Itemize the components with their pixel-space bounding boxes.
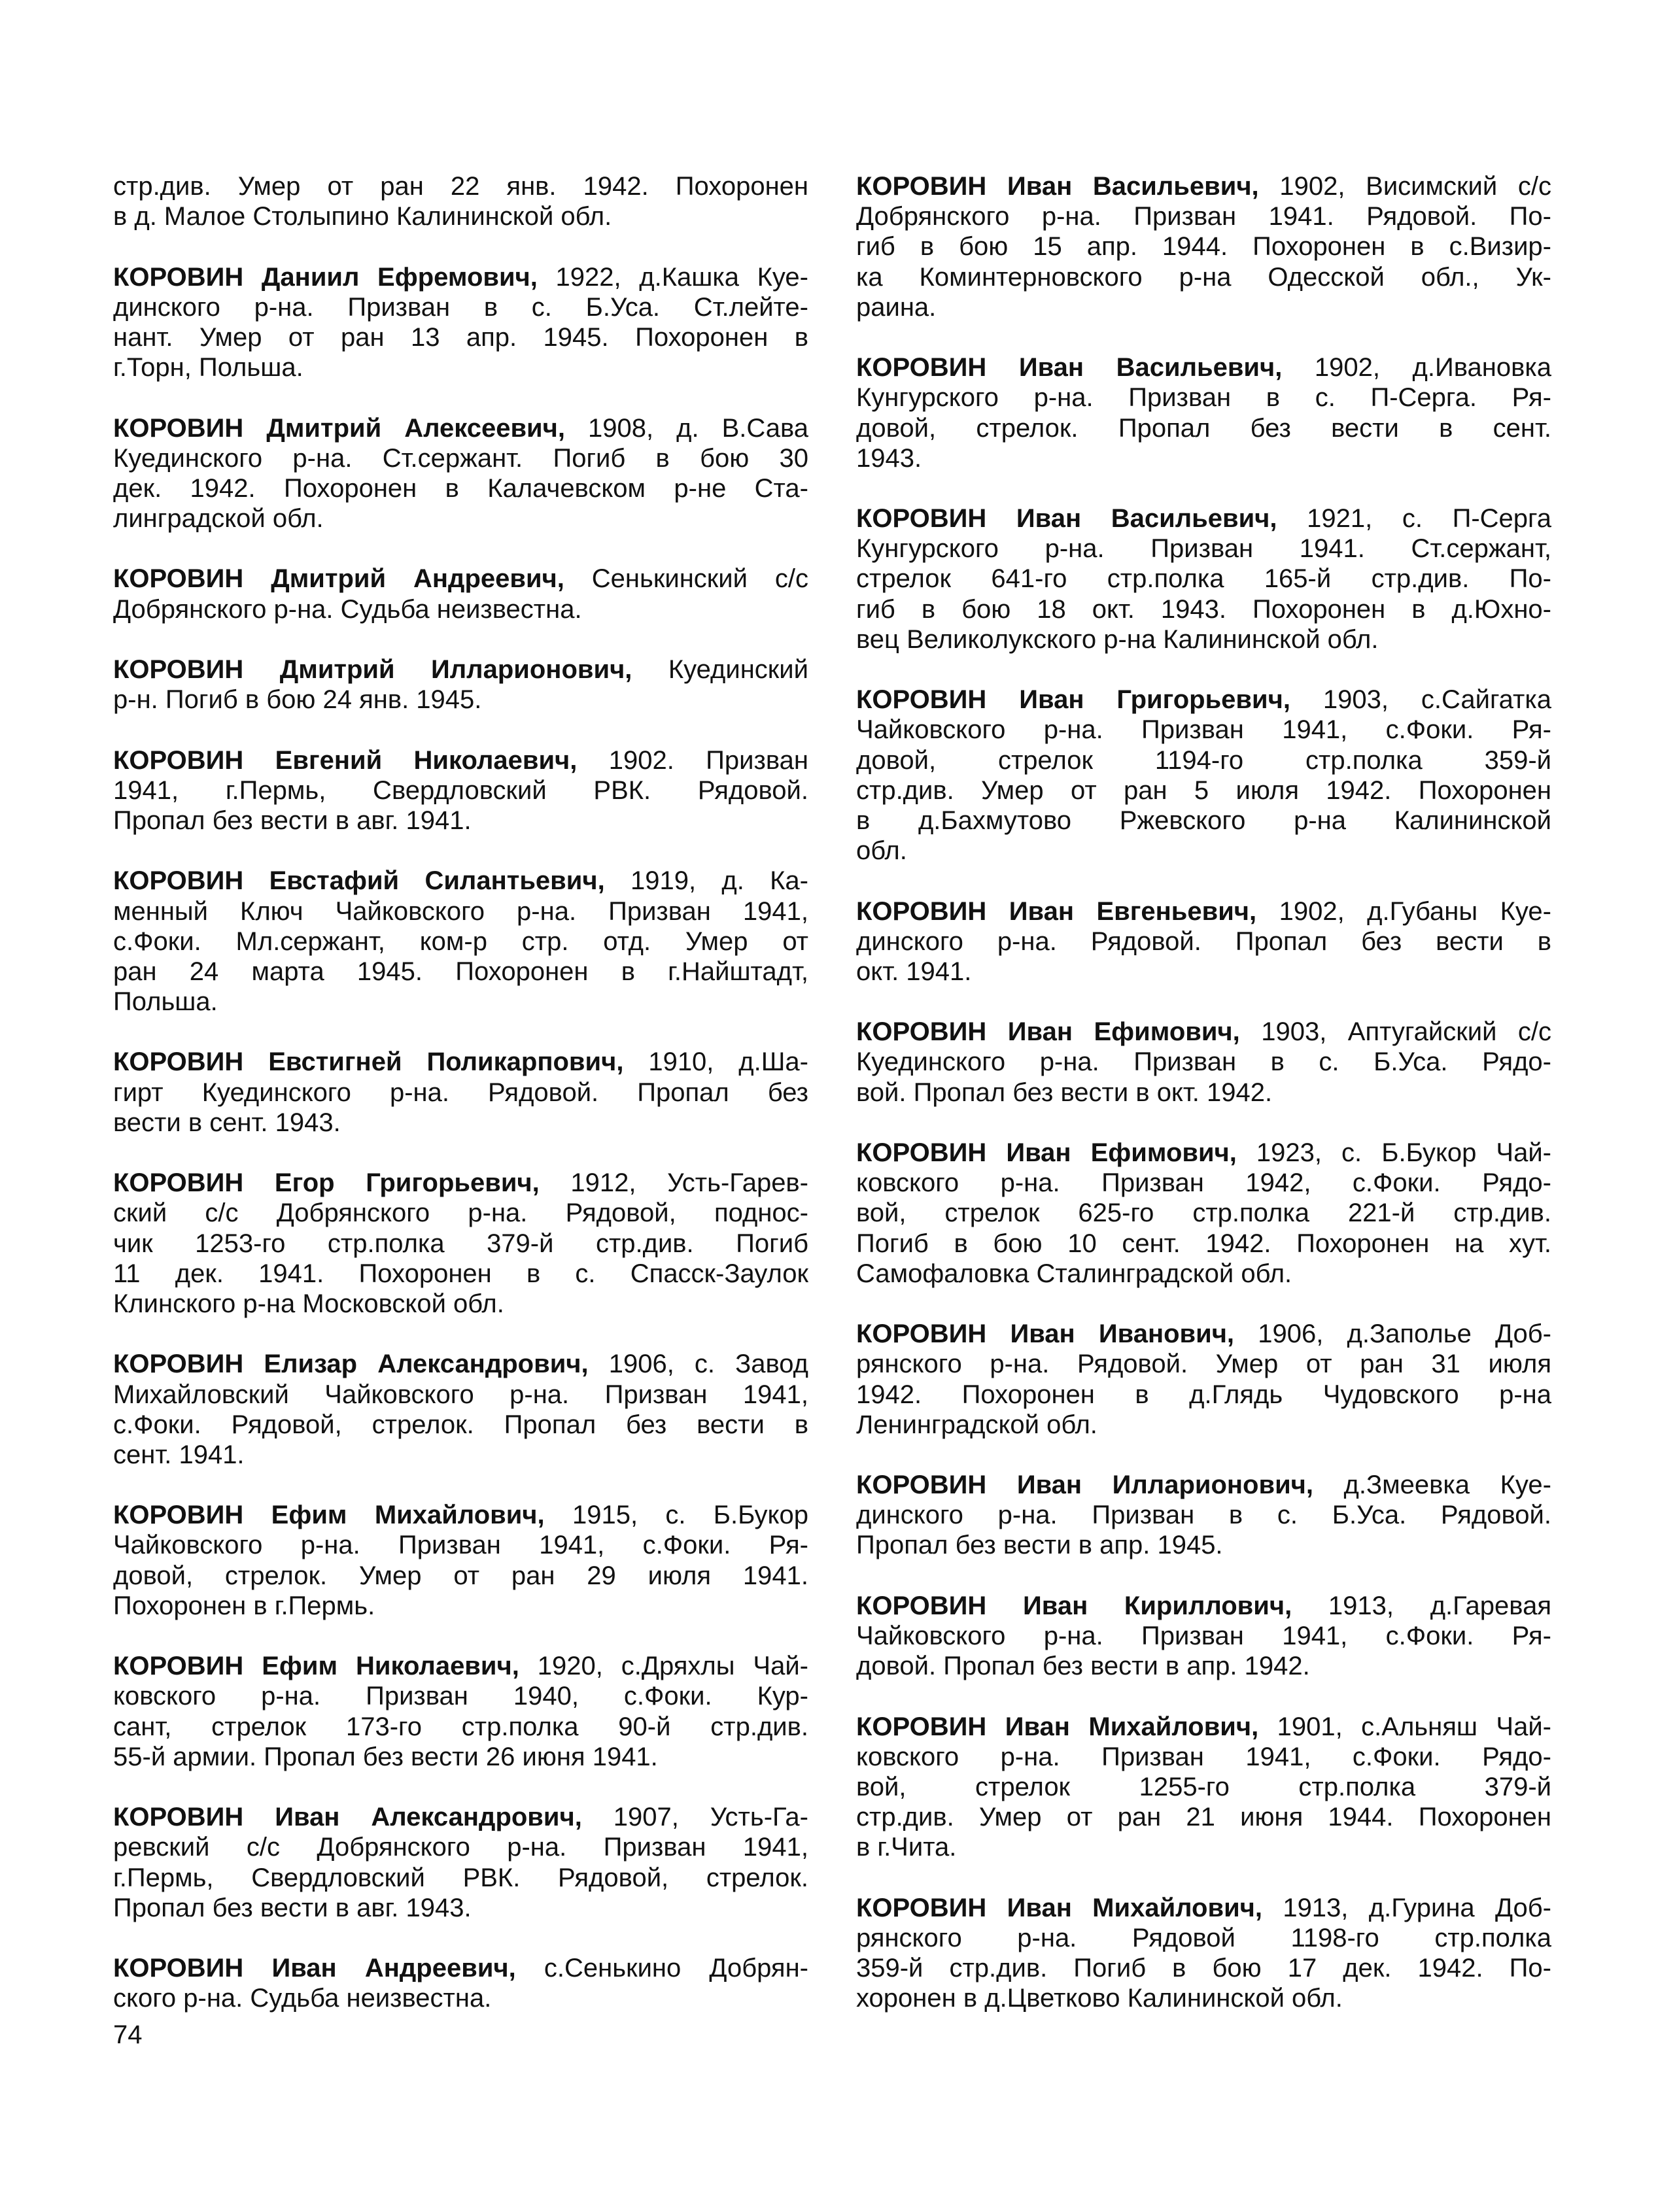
- entry-line: [856, 1078, 1551, 1108]
- entry-text: 1908, д. В.Сава: [564, 413, 808, 443]
- entry-text: 1902. Призван: [577, 745, 808, 775]
- entry-line: [856, 927, 1551, 957]
- entry-text: Клинского р-на Московской обл.: [113, 1289, 504, 1318]
- person-name: КОРОВИН Иван Андреевич,: [113, 1954, 516, 1983]
- entry-text: Куединского р-на. Призван в с. Б.Уса. Рядо-: [856, 1047, 1551, 1077]
- entry-text: 1902, д.Губаны Куе-: [1256, 896, 1551, 926]
- entry-text: гиб в бою 15 апр. 1944. Похоронен в с.Визир-: [856, 232, 1551, 262]
- biography-entry: [113, 1500, 808, 1621]
- entry-text: г.Торн, Польша.: [113, 353, 303, 383]
- person-name: КОРОВИН Иван Михайлович,: [856, 1712, 1259, 1741]
- entry-line: [856, 1893, 1551, 1923]
- person-name: КОРОВИН Даниил Ефремович,: [113, 262, 538, 292]
- entry-line: [113, 594, 808, 624]
- biography-entry: [113, 1953, 808, 2013]
- entry-line: [856, 1712, 1551, 1742]
- entry-text: рянского р-на. Рядовой 1198-го стр.полка: [856, 1923, 1551, 1952]
- entry-text: Похоронен в г.Пермь.: [113, 1591, 375, 1620]
- entry-text: с.Фоки. Рядовой, стрелок. Пропал без вести в: [113, 1410, 808, 1439]
- entry-line: [113, 655, 808, 685]
- entry-line: [856, 1832, 1551, 1862]
- person-name: КОРОВИН Иван Васильевич,: [856, 172, 1259, 201]
- biography-entry: [856, 1712, 1551, 1863]
- entry-text: стр.див. Умер от ран 22 янв. 1942. Похоронен: [113, 172, 808, 201]
- entry-line: [113, 201, 808, 231]
- entry-line: [113, 775, 808, 806]
- entry-line: [856, 806, 1551, 836]
- person-name: КОРОВИН Иван Евгеньевич,: [856, 896, 1257, 926]
- entry-line: [856, 201, 1551, 231]
- entry-text: 1902, д.Ивановка: [1282, 353, 1551, 383]
- entry-line: [113, 1953, 808, 1983]
- entry-line: [856, 1953, 1551, 1983]
- biography-entry: [113, 745, 808, 836]
- person-name: КОРОВИН Ефим Николаевич,: [113, 1652, 519, 1681]
- entry-text: 1903, Аптугайский с/с: [1239, 1017, 1551, 1047]
- entry-line: [113, 1349, 808, 1379]
- entry-line: [113, 1289, 808, 1319]
- biography-entry: [113, 1802, 808, 1923]
- entry-text: 1920, с.Дряхлы Чай-: [519, 1652, 808, 1681]
- biography-entry: [113, 413, 808, 534]
- person-name: КОРОВИН Евстафий Силантьевич,: [113, 866, 605, 896]
- entry-text: динского р-на. Рядовой. Пропал без вести в: [856, 927, 1551, 956]
- entry-text: Куединского р-на. Ст.сержант. Погиб в бою 30: [113, 443, 808, 473]
- entry-text: 359-й стр.див. Погиб в бою 17 дек. 1942. По-: [856, 1954, 1551, 1983]
- entry-text: Пропал без вести в апр. 1945.: [856, 1531, 1223, 1560]
- entry-text: сант, стрелок 173-го стр.полка 90-й стр.див.: [113, 1712, 808, 1741]
- biography-entry: [113, 171, 808, 231]
- entry-line: [856, 1802, 1551, 1832]
- entry-text: динского р-на. Призван в с. Б.Уса. Рядовой.: [856, 1501, 1551, 1530]
- entry-text: Пропал без вести в авг. 1943.: [113, 1893, 472, 1922]
- person-name: КОРОВИН Иван Михайлович,: [856, 1893, 1262, 1922]
- entry-text: с.Сенькино Добрян-: [515, 1954, 808, 1983]
- entry-line: [113, 1681, 808, 1711]
- entry-line: [113, 896, 808, 927]
- biography-entry: [113, 655, 808, 715]
- page-number: 74: [113, 2020, 143, 2049]
- entry-text: ковского р-на. Призван 1941, с.Фоки. Рядо-: [856, 1742, 1551, 1771]
- entry-line: [856, 1229, 1551, 1259]
- person-name: КОРОВИН Иван Васильевич,: [856, 504, 1277, 534]
- person-name: КОРОВИН Иван Кириллович,: [856, 1591, 1292, 1620]
- entry-line: [856, 1138, 1551, 1168]
- entry-line: [113, 957, 808, 987]
- entry-line: [856, 1742, 1551, 1772]
- entry-line: [856, 1621, 1551, 1651]
- entry-line: [113, 1530, 808, 1560]
- entry-text: Польша.: [113, 987, 218, 1017]
- entry-line: [856, 836, 1551, 866]
- entry-text: гиб в бою 18 окт. 1943. Похоронен в д.Юхно-: [856, 594, 1551, 624]
- entry-text: в г.Чита.: [856, 1833, 957, 1862]
- entry-text: д.Змеевка Куе-: [1313, 1471, 1551, 1500]
- entry-text: Михайловский Чайковского р-на. Призван 1941,: [113, 1380, 808, 1409]
- entry-line: [856, 1410, 1551, 1440]
- entry-text: Пропал без вести в авг. 1941.: [113, 806, 472, 835]
- entry-line: [113, 1651, 808, 1681]
- entry-line: [113, 927, 808, 957]
- person-name: КОРОВИН Иван Ефимович,: [856, 1138, 1237, 1167]
- entry-text: 1922, д.Кашка Куе-: [537, 262, 808, 292]
- biography-entry: [856, 1319, 1551, 1440]
- biography-entry: [113, 1349, 808, 1470]
- entry-text: вой, стрелок 1255-го стр.полка 379-й: [856, 1772, 1551, 1801]
- biography-entry: [113, 1651, 808, 1772]
- entry-text: дек. 1942. Похоронен в Калачевском р-не Ста-: [113, 473, 808, 503]
- entry-line: [113, 1410, 808, 1440]
- biography-entry: [856, 352, 1551, 473]
- entry-text: 1923, с. Б.Букор Чай-: [1236, 1138, 1551, 1167]
- entry-text: в д.Бахмутово Ржевского р-на Калининской: [856, 806, 1551, 835]
- biography-entry: [856, 1138, 1551, 1289]
- entry-line: [113, 1229, 808, 1259]
- entry-text: 11 дек. 1941. Похоронен в с. Спасск-Заулок: [113, 1259, 808, 1288]
- entry-line: [113, 866, 808, 896]
- entry-text: с.Фоки. Мл.сержант, ком-р стр. отд. Умер от: [113, 927, 808, 956]
- entry-line: [113, 1259, 808, 1289]
- entry-text: ский с/с Добрянского р-на. Рядовой, поднос-: [113, 1199, 808, 1228]
- entry-line: [856, 1319, 1551, 1349]
- entry-text: в д. Малое Столыпино Калининской обл.: [113, 202, 612, 231]
- entry-line: [856, 292, 1551, 322]
- entry-line: [113, 1500, 808, 1530]
- entry-text: Чайковского р-на. Призван 1941, с.Фоки. Ря-: [856, 1622, 1551, 1650]
- entry-text: Погиб в бою 10 сент. 1942. Похоронен на хут.: [856, 1229, 1551, 1258]
- biography-entry: [856, 171, 1551, 322]
- person-name: КОРОВИН Евгений Николаевич,: [113, 745, 578, 775]
- entry-line: [113, 1047, 808, 1077]
- biography-entry: [113, 1168, 808, 1319]
- entry-line: [856, 1380, 1551, 1410]
- person-name: КОРОВИН Иван Васильевич,: [856, 353, 1283, 383]
- person-name: КОРОВИН Ефим Михайлович,: [113, 1501, 545, 1530]
- entry-line: [113, 1198, 808, 1228]
- entry-text: Ленинградской обл.: [856, 1410, 1097, 1439]
- entry-line: [856, 1983, 1551, 2013]
- person-name: КОРОВИН Иван Илларионович,: [856, 1471, 1314, 1500]
- person-name: КОРОВИН Евстигней Поликарпович,: [113, 1047, 624, 1077]
- person-name: КОРОВИН Дмитрий Илларионович,: [113, 655, 632, 684]
- entry-text: Кунгурского р-на. Призван 1941. Ст.сержант,: [856, 534, 1551, 564]
- entry-line: [856, 1168, 1551, 1198]
- entry-line: [856, 1923, 1551, 1953]
- entry-text: довой, стрелок. Умер от ран 29 июля 1941.: [113, 1561, 808, 1590]
- entry-line: [113, 806, 808, 836]
- entry-text: 1921, с. П-Серга: [1277, 504, 1551, 534]
- person-name: КОРОВИН Иван Ефимович,: [856, 1017, 1240, 1047]
- entry-text: стрелок 641-го стр.полка 165-й стр.див. По-: [856, 564, 1551, 594]
- person-name: КОРОВИН Дмитрий Алексеевич,: [113, 413, 565, 443]
- entry-line: [113, 1863, 808, 1893]
- entry-line: [856, 443, 1551, 473]
- entry-text: ревский с/с Добрянского р-на. Призван 1941,: [113, 1833, 808, 1862]
- entry-line: [113, 1108, 808, 1138]
- entry-line: [113, 443, 808, 473]
- biography-entry: [113, 866, 808, 1017]
- entry-line: [856, 1198, 1551, 1228]
- entry-line: [113, 1168, 808, 1198]
- entry-line: [113, 1983, 808, 2013]
- biography-entry: [856, 1470, 1551, 1561]
- biography-entry: [113, 564, 808, 624]
- person-name: КОРОВИН Егор Григорьевич,: [113, 1168, 540, 1198]
- entry-text: Добрянского р-на. Призван 1941. Рядовой. По-: [856, 202, 1551, 231]
- entry-text: раина.: [856, 292, 937, 322]
- person-name: КОРОВИН Иван Григорьевич,: [856, 685, 1290, 715]
- entry-line: [113, 1591, 808, 1621]
- entry-line: [856, 896, 1551, 927]
- entry-line: [856, 503, 1551, 534]
- entry-text: ского р-на. Судьба неизвестна.: [113, 1984, 492, 2013]
- entry-text: 1903, с.Сайгатка: [1290, 685, 1551, 715]
- entry-text: динского р-на. Призван в с. Б.Уса. Ст.лейте-: [113, 292, 808, 322]
- entry-line: [113, 171, 808, 201]
- entry-line: [856, 1772, 1551, 1802]
- biography-entry: [113, 262, 808, 383]
- entry-line: [856, 1500, 1551, 1530]
- entry-line: [113, 292, 808, 322]
- entry-text: 1913, д.Гаревая: [1292, 1591, 1551, 1620]
- entry-text: стр.див. Умер от ран 5 июля 1942. Похоронен: [856, 775, 1551, 805]
- entry-line: [856, 1349, 1551, 1379]
- entry-line: [856, 262, 1551, 292]
- entry-text: рянского р-на. Рядовой. Умер от ран 31 июля: [856, 1350, 1551, 1379]
- entry-text: 1907, Усть-Га-: [581, 1803, 808, 1832]
- entry-line: [856, 1651, 1551, 1681]
- entry-text: Чайковского р-на. Призван 1941, с.Фоки. Ря-: [113, 1531, 808, 1560]
- entry-text: нант. Умер от ран 13 апр. 1945. Похоронен в: [113, 322, 808, 352]
- entry-text: чик 1253-го стр.полка 379-й стр.див. Погиб: [113, 1229, 808, 1258]
- entry-line: [856, 685, 1551, 715]
- entry-text: 1902, Висимский с/с: [1258, 172, 1551, 201]
- entry-line: [113, 564, 808, 594]
- entry-line: [856, 413, 1551, 443]
- entry-text: довой, стрелок. Пропал без вести в сент.: [856, 413, 1551, 443]
- entry-text: линградской обл.: [113, 504, 324, 534]
- entry-text: Самофаловка Сталинградской обл.: [856, 1259, 1292, 1288]
- entry-line: [856, 534, 1551, 564]
- entry-text: вести в сент. 1943.: [113, 1108, 341, 1137]
- person-name: КОРОВИН Дмитрий Андреевич,: [113, 564, 564, 594]
- biography-entry: [856, 1591, 1551, 1682]
- entry-line: [113, 1712, 808, 1742]
- entry-text: ковского р-на. Призван 1942, с.Фоки. Рядо-: [856, 1168, 1551, 1198]
- biography-entry: [856, 503, 1551, 655]
- entry-text: Сенькинский с/с: [564, 564, 808, 594]
- entry-text: хоронен в д.Цветково Калининской обл.: [856, 1984, 1343, 2013]
- entry-line: [113, 987, 808, 1017]
- entry-text: 1912, Усть-Гарев-: [539, 1168, 808, 1198]
- entry-text: 1915, с. Б.Букор: [544, 1501, 808, 1530]
- entry-text: довой. Пропал без вести в апр. 1942.: [856, 1652, 1310, 1681]
- entry-text: вец Великолукского р-на Калининской обл.: [856, 624, 1379, 654]
- person-name: КОРОВИН Иван Александрович,: [113, 1803, 582, 1832]
- entry-line: [856, 1470, 1551, 1500]
- entry-text: Кунгурского р-на. Призван в с. П-Серга. Ря-: [856, 383, 1551, 413]
- biography-entry: [856, 685, 1551, 866]
- biography-entry: [856, 1017, 1551, 1108]
- entry-line: [113, 262, 808, 292]
- entry-text: ран 24 марта 1945. Похоронен в г.Найштадт,: [113, 957, 808, 986]
- entry-line: [856, 231, 1551, 262]
- entry-line: [113, 413, 808, 443]
- entry-text: 1910, д.Ша-: [623, 1047, 808, 1077]
- entry-line: [113, 1893, 808, 1923]
- entry-text: 1906, с. Завод: [588, 1350, 808, 1379]
- entry-line: [856, 775, 1551, 806]
- entry-text: менный Ключ Чайковского р-на. Призван 1941,: [113, 896, 808, 926]
- entry-line: [856, 1047, 1551, 1077]
- entry-line: [113, 503, 808, 534]
- entry-line: [856, 624, 1551, 655]
- entry-text: ковского р-на. Призван 1940, с.Фоки. Кур-: [113, 1682, 808, 1711]
- entry-line: [856, 383, 1551, 413]
- entry-line: [856, 352, 1551, 383]
- entry-line: [856, 564, 1551, 594]
- entry-line: [113, 1380, 808, 1410]
- entry-text: ка Коминтерновского р-на Одесской обл., Ук-: [856, 262, 1551, 292]
- entry-line: [856, 1259, 1551, 1289]
- person-name: КОРОВИН Иван Иванович,: [856, 1319, 1235, 1349]
- entry-line: [113, 1802, 808, 1832]
- entry-text: обл.: [856, 836, 907, 866]
- entry-text: 1941, г.Пермь, Свердловский РВК. Рядовой.: [113, 775, 808, 805]
- entry-text: 1906, д.Заполье Доб-: [1234, 1319, 1551, 1349]
- right-column: [856, 171, 1551, 2044]
- entry-text: р-н. Погиб в бою 24 янв. 1945.: [113, 685, 482, 715]
- left-column: [113, 171, 808, 2044]
- entry-text: Куединский: [632, 655, 808, 684]
- entry-line: [856, 171, 1551, 201]
- entry-text: 1942. Похоронен в д.Глядь Чудовского р-на: [856, 1380, 1551, 1409]
- biography-entry: [856, 896, 1551, 987]
- entry-line: [113, 1832, 808, 1862]
- entry-text: стр.див. Умер от ран 21 июня 1944. Похоронен: [856, 1803, 1551, 1832]
- entry-text: Чайковского р-на. Призван 1941, с.Фоки. Ря-: [856, 715, 1551, 745]
- entry-text: окт. 1941.: [856, 957, 972, 986]
- entry-text: 1919, д. Ка-: [604, 866, 808, 896]
- entry-line: [856, 715, 1551, 745]
- entry-line: [113, 322, 808, 352]
- entry-text: вой, стрелок 625-го стр.полка 221-й стр.див.: [856, 1199, 1551, 1228]
- entry-line: [856, 1017, 1551, 1047]
- biography-entry: [113, 1047, 808, 1138]
- entry-text: Добрянского р-на. Судьба неизвестна.: [113, 594, 582, 624]
- entry-line: [856, 1530, 1551, 1560]
- entry-text: 1913, д.Гурина Доб-: [1262, 1893, 1551, 1922]
- person-name: КОРОВИН Елизар Александрович,: [113, 1350, 589, 1379]
- entry-line: [113, 352, 808, 383]
- entry-line: [113, 745, 808, 775]
- entry-line: [856, 745, 1551, 775]
- entry-text: 1901, с.Альняш Чай-: [1258, 1712, 1551, 1741]
- entry-text: г.Пермь, Свердловский РВК. Рядовой, стрелок.: [113, 1863, 808, 1892]
- entry-line: [113, 473, 808, 503]
- entry-line: [113, 685, 808, 715]
- entry-text: 1943.: [856, 443, 922, 473]
- entry-line: [113, 1561, 808, 1591]
- entry-text: вой. Пропал без вести в окт. 1942.: [856, 1078, 1273, 1107]
- entry-text: сент. 1941.: [113, 1440, 245, 1469]
- biography-entry: [856, 1893, 1551, 2014]
- entry-line: [113, 1742, 808, 1772]
- entry-line: [856, 1591, 1551, 1621]
- entry-line: [856, 957, 1551, 987]
- entry-line: [113, 1440, 808, 1470]
- entry-line: [856, 594, 1551, 624]
- entry-text: гирт Куединского р-на. Рядовой. Пропал без: [113, 1078, 808, 1107]
- entry-text: 55-й армии. Пропал без вести 26 июня 1941.: [113, 1742, 658, 1771]
- entry-line: [113, 1078, 808, 1108]
- entry-text: довой, стрелок 1194-го стр.полка 359-й: [856, 745, 1551, 775]
